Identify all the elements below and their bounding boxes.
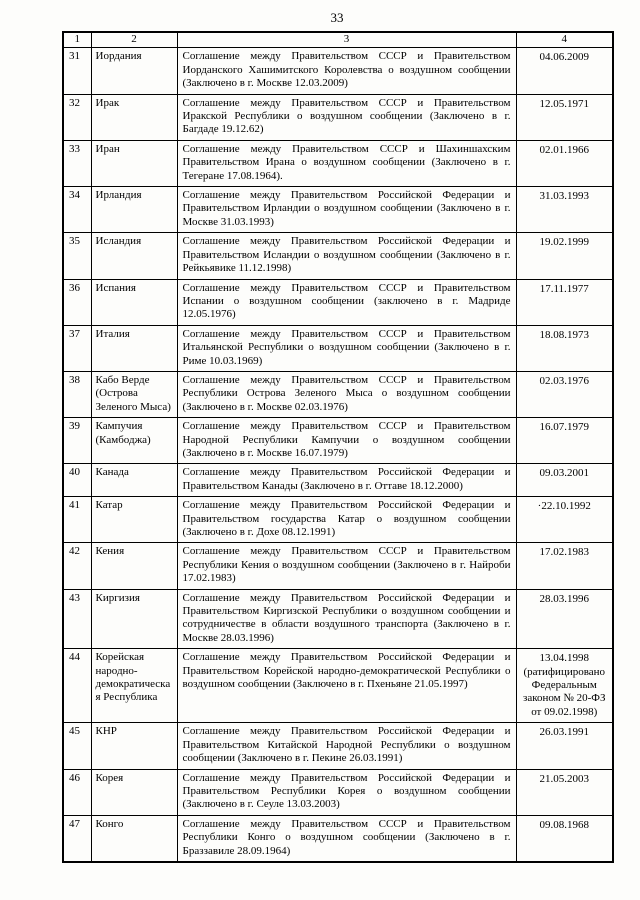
ratification-date-cell: 04.06.2009 (516, 48, 613, 94)
table-row (63, 723, 613, 769)
ratification-date-cell: 18.08.1973 (516, 325, 613, 371)
country-cell: Корейская народно-демократическая Республика (91, 649, 177, 723)
country-cell: Кабо Верде (Острова Зеленого Мыса) (91, 371, 177, 417)
ratification-date-cell: 02.03.1976 (516, 371, 613, 417)
table-row (63, 464, 613, 497)
country-cell: Ирак (91, 94, 177, 140)
country-cell: Кения (91, 543, 177, 589)
country-cell: Корея (91, 769, 177, 815)
column-header-4: 4 (516, 32, 613, 48)
table-row (63, 649, 613, 723)
table-row (63, 279, 613, 325)
country-cell: Иран (91, 140, 177, 186)
table-row (63, 94, 613, 140)
table-row (63, 769, 613, 815)
agreement-text-cell: Соглашение между Правительством Российской Федерации и Правительством Республики Корея о воздушном сообщении (Заключено в г. Сеуле 13.03.2003) (177, 769, 516, 815)
agreement-text-cell: Соглашение между Правительством СССР и Правительством Республики Конго о воздушном сообщении (Заключено в г. Браззавиле 28.09.1964) (177, 815, 516, 862)
row-number-cell: 43 (63, 589, 91, 649)
table-body (63, 48, 613, 862)
agreement-text-cell: Соглашение между Правительством Российской Федерации и Правительством Киргизской Республики о воздушном сообщении и сотрудничестве в области воздушного транспорта (Заключено в г. Москве 28.03.1996) (177, 589, 516, 649)
agreements-table (62, 31, 614, 863)
table-row (63, 543, 613, 589)
agreement-text-cell: Соглашение между Правительством СССР и Шахиншахским Правительством Ирана о воздушном сообщении (Заключено в г. Тегеране 17.08.1964). (177, 140, 516, 186)
ratification-date-cell: 09.08.1968 (516, 815, 613, 862)
row-number-cell: 37 (63, 325, 91, 371)
row-number-cell: 32 (63, 94, 91, 140)
row-number-cell: 40 (63, 464, 91, 497)
table-row (63, 371, 613, 417)
agreement-text-cell: Соглашение между Правительством СССР и Правительством Иракской Республики о воздушном сообщении (Заключено в г. Багдаде 19.12.62) (177, 94, 516, 140)
table-row (63, 497, 613, 543)
agreement-text-cell: Соглашение между Правительством Российской Федерации и Правительством государства Катар о воздушном сообщении (Заключено в г. Дохе 08.12.1991) (177, 497, 516, 543)
table-row (63, 418, 613, 464)
row-number-cell: 39 (63, 418, 91, 464)
ratification-date-cell: 09.03.2001 (516, 464, 613, 497)
agreement-text-cell: Соглашение между Правительством СССР и Правительством Иорданского Хашимитского Королевства о воздушном сообщении (Заключено в г. Москве 12.03.2009) (177, 48, 516, 94)
row-number-cell: 35 (63, 233, 91, 279)
row-number-cell: 33 (63, 140, 91, 186)
agreement-text-cell: Соглашение между Правительством СССР и Правительством Итальянской Республики о воздушном сообщении (Заключено в г. Риме 10.03.1969) (177, 325, 516, 371)
row-number-cell: 41 (63, 497, 91, 543)
column-header-1: 1 (63, 32, 91, 48)
country-cell: Иордания (91, 48, 177, 94)
row-number-cell: 44 (63, 649, 91, 723)
country-cell: Ирландия (91, 187, 177, 233)
ratification-date-cell: 02.01.1966 (516, 140, 613, 186)
row-number-cell: 38 (63, 371, 91, 417)
ratification-date-cell: 19.02.1999 (516, 233, 613, 279)
table-row (63, 48, 613, 94)
ratification-date-cell: 21.05.2003 (516, 769, 613, 815)
table-row (63, 589, 613, 649)
column-number-header-row (63, 32, 613, 48)
row-number-cell: 36 (63, 279, 91, 325)
country-cell: Испания (91, 279, 177, 325)
country-cell: Канада (91, 464, 177, 497)
row-number-cell: 46 (63, 769, 91, 815)
agreement-text-cell: Соглашение между Правительством СССР и Правительством Республики Кения о воздушном сообщении (Заключено в г. Найроби 17.02.1983) (177, 543, 516, 589)
column-header-2: 2 (91, 32, 177, 48)
table-row (63, 325, 613, 371)
ratification-date-cell: 17.11.1977 (516, 279, 613, 325)
country-cell: Италия (91, 325, 177, 371)
country-cell: Конго (91, 815, 177, 862)
row-number-cell: 34 (63, 187, 91, 233)
ratification-date-cell: 13.04.1998 (ратифицировано Федеральным законом № 20-ФЗ от 09.02.1998) (516, 649, 613, 723)
table-row (63, 233, 613, 279)
agreement-text-cell: Соглашение между Правительством СССР и Правительством Испании о воздушном сообщении (заключено в г. Мадриде 12.05.1976) (177, 279, 516, 325)
agreement-text-cell: Соглашение между Правительством СССР и Правительством Республики Острова Зеленого Мыса о воздушном сообщении (Заключено в г. Москве 02.03.1976) (177, 371, 516, 417)
table-row (63, 815, 613, 862)
ratification-date-cell: 31.03.1993 (516, 187, 613, 233)
country-cell: Кампучия (Камбоджа) (91, 418, 177, 464)
ratification-date-cell: ·22.10.1992 (516, 497, 613, 543)
country-cell: Киргизия (91, 589, 177, 649)
agreement-text-cell: Соглашение между Правительством Российской Федерации и Правительством Корейской народно-демократической Республики о воздушном сообщении (Заключено в г. Пхеньяне 21.05.1997) (177, 649, 516, 723)
ratification-date-cell: 12.05.1971 (516, 94, 613, 140)
row-number-cell: 47 (63, 815, 91, 862)
agreement-text-cell: Соглашение между Правительством СССР и Правительством Народной Республики Кампучии о воздушном сообщении (Заключено в г. Москве 16.07.1979) (177, 418, 516, 464)
ratification-date-cell: 28.03.1996 (516, 589, 613, 649)
agreement-text-cell: Соглашение между Правительством Российской Федерации и Правительством Канады (Заключено в г. Оттаве 18.12.2000) (177, 464, 516, 497)
ratification-date-cell: 26.03.1991 (516, 723, 613, 769)
table-row (63, 140, 613, 186)
row-number-cell: 31 (63, 48, 91, 94)
agreement-text-cell: Соглашение между Правительством Российской Федерации и Правительством Китайской Народной Республики о воздушном сообщении (Заключено в г. Пекине 26.03.1991) (177, 723, 516, 769)
agreement-text-cell: Соглашение между Правительством Российской Федерации и Правительством Ирландии о воздушном сообщении (Заключено в г. Москве 31.03.1993) (177, 187, 516, 233)
ratification-date-cell: 16.07.1979 (516, 418, 613, 464)
table-row (63, 187, 613, 233)
country-cell: КНР (91, 723, 177, 769)
country-cell: Исландия (91, 233, 177, 279)
ratification-date-cell: 17.02.1983 (516, 543, 613, 589)
row-number-cell: 45 (63, 723, 91, 769)
page-number: 33 (330, 10, 344, 25)
country-cell: Катар (91, 497, 177, 543)
row-number-cell: 42 (63, 543, 91, 589)
column-header-3: 3 (177, 32, 516, 48)
agreement-text-cell: Соглашение между Правительством Российской Федерации и Правительством Исландии о воздушном сообщении (Заключено в г. Рейкьявике 11.12.1998) (177, 233, 516, 279)
